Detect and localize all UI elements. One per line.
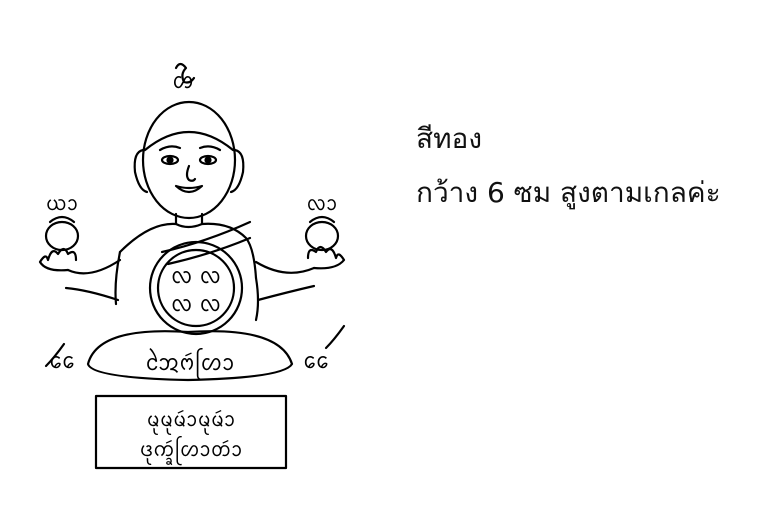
left-arm bbox=[40, 217, 120, 300]
belly-inscription-row1: ᩃ ᩃ bbox=[170, 264, 222, 289]
plaque-inscription-line2: ᨴᩩᨠ᩠ᨡᩢᩉᩕᩣᨲᩢᩣ bbox=[139, 437, 243, 461]
belly-inscription-row2: ᩃ ᩃ bbox=[170, 292, 222, 317]
crown-inscription: ᩉ bbox=[172, 69, 194, 94]
caption bbox=[416, 112, 756, 220]
left-hand-inscription: ᨿᩣ bbox=[45, 191, 79, 215]
right-arm bbox=[256, 217, 344, 300]
right-knee-inscription: ᩯ bbox=[303, 349, 329, 374]
base-inscription: ᩋᩱᨻᩢᩉᩕᩣ bbox=[145, 351, 235, 376]
color-line: สีทอง bbox=[416, 122, 483, 155]
right-hand-inscription: ᩃᩣ bbox=[306, 191, 338, 215]
left-knee-inscription: ᩯ bbox=[49, 349, 75, 374]
plaque-inscription-line1: ᨾᩩᨾᩩᨾᩢᩣᨾᩩᨾᩢᩣ bbox=[146, 407, 236, 431]
size-line: กว้าง 6 ซม สูงตามเกลค่ะ bbox=[416, 176, 721, 209]
right-knee-stroke bbox=[326, 326, 344, 348]
head bbox=[135, 102, 244, 224]
